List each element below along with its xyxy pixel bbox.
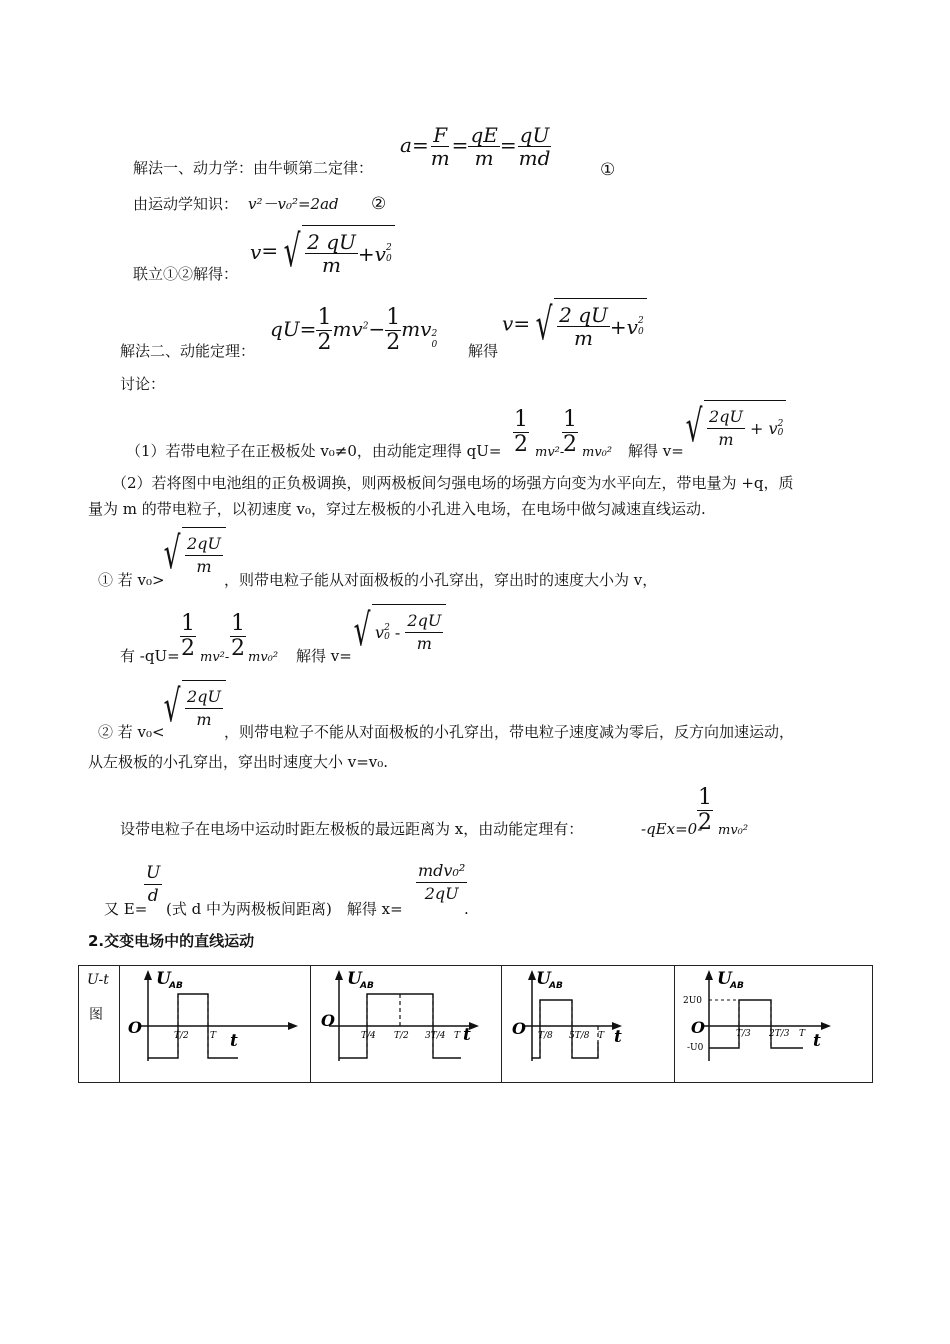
case1-sqrt: √ $\frac{2qU}{m}$ + v 2 0 (680, 400, 786, 454)
kinematics-formula: v²－v₀²=2ad (248, 195, 339, 213)
sub1-prefix: ① 若 v₀> (98, 571, 165, 589)
ut-graph-3-cell (502, 966, 675, 1083)
section-2-heading: 2.交变电场中的直线运动 (88, 932, 255, 950)
case1-text: （1）若带电粒子在正极板处 v₀≠0，由动能定理得 qU= (126, 442, 502, 460)
graph-3-tick-1: T/8 (538, 1031, 553, 1041)
sub2-sqrt: √ $\frac{2qU}{m}$ (158, 680, 226, 734)
case1-result: 解得 v= (628, 442, 684, 460)
case2-line1: （2）若将图中电池组的正负极调换，则两极板间匀强电场的场强方向变为水平向左，带电量为 +q，质 (112, 474, 794, 492)
graph-1-ylabel: U (156, 969, 171, 989)
method1-label: 解法一、动力学：由牛顿第二定律： (133, 159, 374, 177)
case2-line2: 量为 m 的带电粒子，以初速度 v₀，穿过左极板的小孔进入电场，在电场中做匀减速直线运动. (88, 500, 706, 518)
sub1-half-2: $\frac{1}{2}$ (231, 611, 245, 661)
graph-4-ylabel: U (717, 969, 732, 989)
graph-4-xlabel: t (813, 1031, 821, 1051)
graph-2-tick-3: 3T/4 (425, 1031, 446, 1041)
graph-4-tick-1: T/3 (736, 1029, 751, 1039)
ut-graph-2 (311, 966, 501, 1078)
ut-graph-3 (502, 966, 674, 1078)
graph-3-ysub: AB (549, 981, 563, 991)
ut-label-line1: U-t (87, 972, 109, 988)
ut-label-line2: 图 (89, 1007, 103, 1023)
graph-1-tick-1: T/2 (174, 1031, 189, 1041)
case1-half-2: $\frac{1}{2}$ (563, 407, 577, 457)
farthest-tail: mv₀² (718, 823, 749, 838)
graph-4-tick-3: T (799, 1029, 806, 1039)
sub2-line2: 从左极板的小孔穿出，穿出时速度大小 v=v₀. (88, 753, 389, 771)
graph-1-ysub: AB (169, 981, 183, 991)
case1-half-1: $\frac{1}{2}$ (514, 407, 528, 457)
graph-4-ymin: -U0 (687, 1043, 704, 1053)
graph-2-ylabel: U (347, 969, 362, 989)
farthest-text: 设带电粒子在电场中运动时距左极板的最远距离为 x，由动能定理有： (120, 820, 584, 838)
graph-2-tick-4: T (454, 1031, 461, 1041)
case1-mid2: mv₀² (582, 445, 613, 460)
sub2-suffix: ，则带电粒子不能从对面极板的小孔穿出，带电粒子速度减为零后，反方向加速运动， (224, 723, 795, 741)
graph-1-tick-2: T (210, 1031, 217, 1041)
combine-formula: v= √ $\frac{2 qU}{m}$ +v 2 0 (250, 225, 395, 279)
energy-theorem-formula: qU= $\frac{1}{2}$ $mv^2-$ $\frac{1}{2}$ mv 2 0 (270, 305, 438, 355)
ut-graph-table (78, 965, 873, 1083)
method2-result-formula: v= √ $\frac{2 qU}{m}$ +v 2 0 (502, 298, 647, 352)
farthest-half: $\frac{1}{2}$ (698, 785, 712, 835)
graph-2-ysub: AB (360, 981, 374, 991)
farthest-eq: -qEx=0- (641, 820, 703, 838)
graph-1-xlabel: t (230, 1031, 238, 1051)
sub1-half-1: $\frac{1}{2}$ (181, 611, 195, 661)
graph-3-xlabel: t (614, 1027, 622, 1047)
equation-mark-2: ② (371, 194, 387, 214)
graph-2-tick-1: T/4 (361, 1031, 376, 1041)
sub1-result-sqrt: √ v 2 0 - $\frac{2qU}{m}$ (348, 604, 446, 658)
sub1-suffix: ，则带电粒子能从对面极板的小孔穿出，穿出时的速度大小为 v， (224, 571, 658, 589)
graph-2-xlabel: t (463, 1025, 471, 1045)
sub1-mid1: mv²- (200, 650, 230, 665)
equation-mark-1: ① (600, 160, 616, 180)
ut-graph-4-cell (675, 966, 873, 1083)
graph-4-tick-2: 2T/3 (769, 1029, 790, 1039)
efield-end: . (464, 900, 469, 918)
ut-graph-2-cell (311, 966, 502, 1083)
graph-4-origin: O (691, 1018, 705, 1037)
graph-4-ysub: AB (730, 981, 744, 991)
method2-label: 解法二、动能定理： (120, 342, 256, 360)
graph-2-tick-2: T/2 (394, 1031, 409, 1041)
efield-prefix: 又 E= (104, 900, 148, 918)
sub2-prefix: ② 若 v₀< (98, 723, 165, 741)
sub1-result: 解得 v= (296, 647, 352, 665)
ut-graph-1-cell (120, 966, 311, 1083)
kinematics-label: 由运动学知识： (133, 195, 239, 213)
newton-formula: a= $\frac{F}{m}$ = $\frac{qE}{m}$ = $\frac{qU}{md}$ (400, 123, 551, 170)
combine-label: 联立①②解得： (133, 265, 239, 283)
ut-label-cell (79, 966, 120, 1083)
graph-1-origin: O (128, 1018, 142, 1037)
graph-3-tick-3: T (598, 1031, 605, 1041)
ut-graph-4 (675, 966, 871, 1078)
graph-3-origin: O (512, 1019, 526, 1038)
graph-2-origin: O (321, 1011, 335, 1030)
case1-mid1: mv²- (535, 445, 565, 460)
graph-3-tick-2: 5T/8 (569, 1031, 590, 1041)
graph-3-ylabel: U (536, 969, 551, 989)
sub1-mid2: mv₀² (248, 650, 279, 665)
efield-frac: $\frac{U}{d}$ (146, 863, 161, 906)
sub1-have: 有 -qU= (120, 647, 180, 665)
discussion-label: 讨论： (120, 375, 166, 393)
ut-graph-1 (120, 966, 310, 1078)
efield-result-frac: $\frac{\text{mdv₀²}}{2qU}$ (418, 861, 466, 903)
sub1-sqrt: √ $\frac{2qU}{m}$ (158, 527, 226, 581)
graph-4-ymax: 2U0 (683, 996, 703, 1006)
method2-result-label: 解得 (468, 342, 499, 360)
efield-middle: (式 d 中为两极板间距离) 解得 x= (166, 900, 403, 918)
